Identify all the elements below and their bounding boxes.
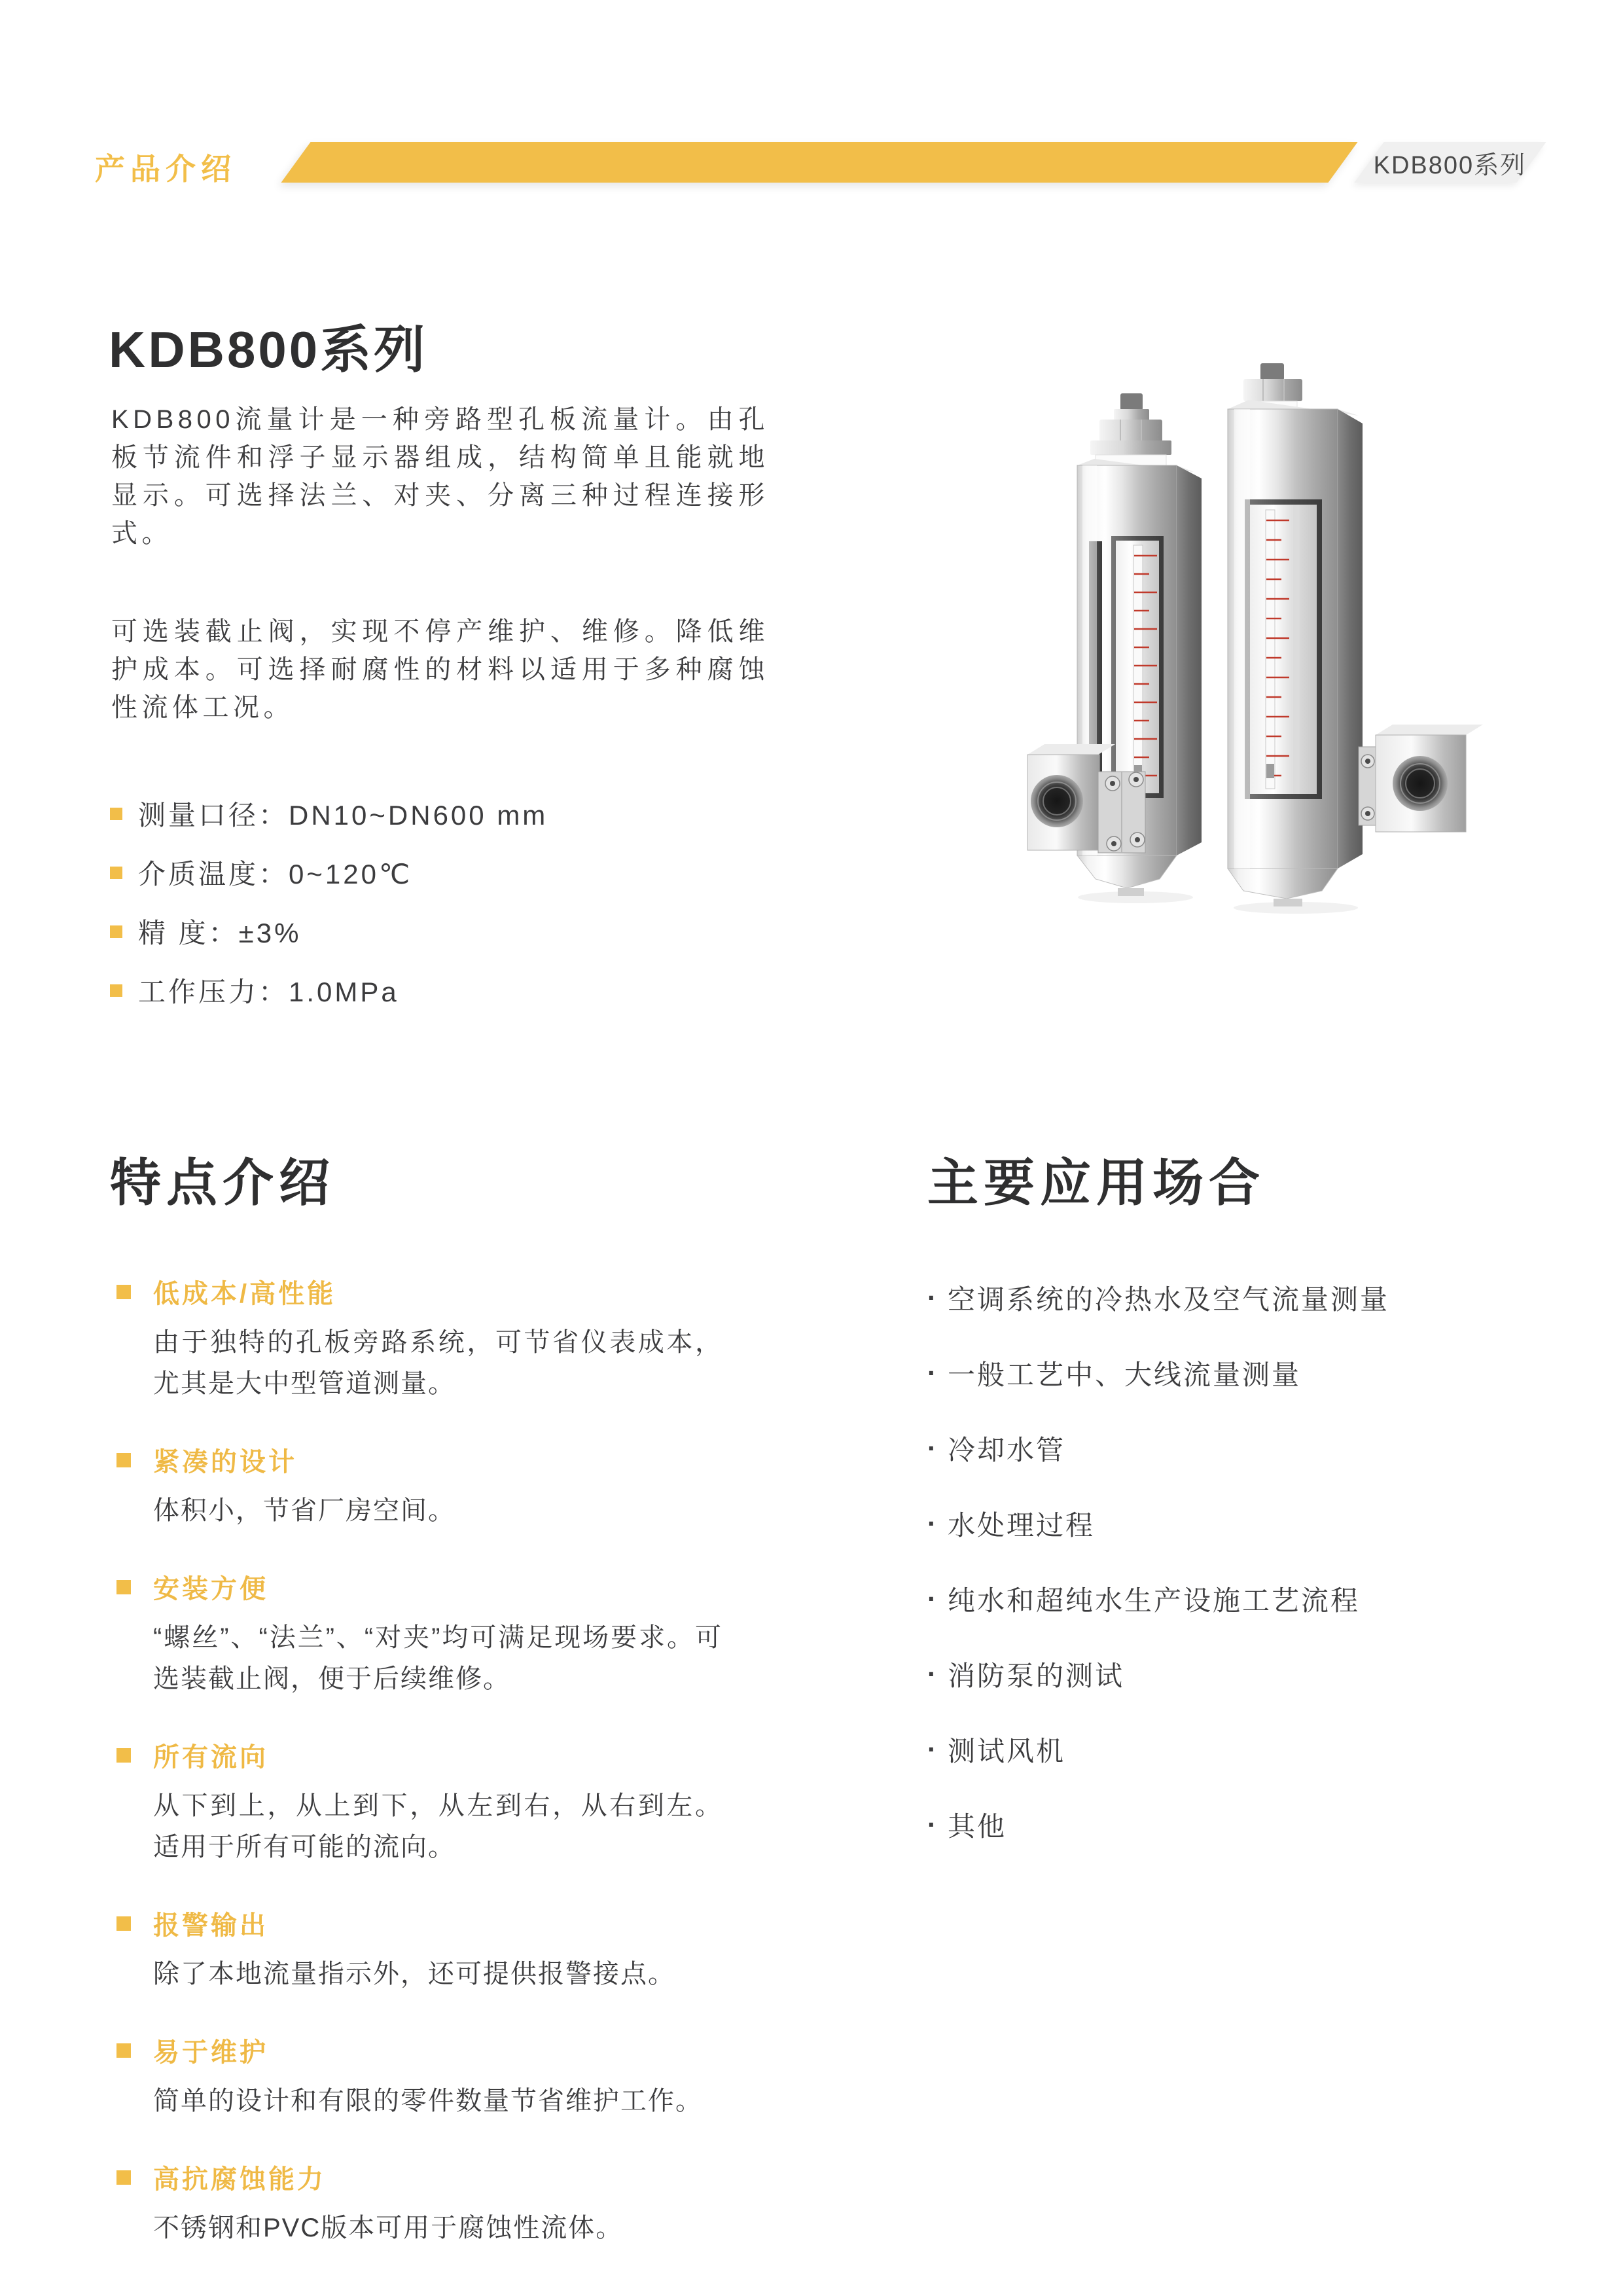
intro-paragraph: 可选装截止阀，实现不停产维护、维修。降低维护成本。可选择耐腐性的材料以适用于多种腐蚀性流体工况。 — [111, 617, 769, 722]
spec-text: 精 度：±3% — [138, 918, 302, 948]
square-bullet-icon — [116, 1453, 131, 1467]
feature-heading-row — [110, 1736, 764, 1774]
feature-heading: 低成本/高性能 — [153, 1280, 336, 1308]
feature-heading: 报警输出 — [153, 1911, 268, 1940]
list-item — [927, 1805, 1582, 1844]
feature-item — [110, 1905, 764, 1995]
feature-body: 除了本地流量指示外，还可提供报警接点。 — [153, 1960, 675, 1988]
application-text: 其他 — [948, 1811, 1007, 1842]
product-photo-flow-meters — [910, 331, 1538, 920]
dot-bullet-icon: · — [927, 1583, 938, 1614]
application-text: 消防泵的测试 — [948, 1660, 1125, 1691]
application-text: 冷却水管 — [948, 1435, 1066, 1465]
dot-bullet-icon: · — [927, 1433, 938, 1463]
feature-heading-row — [110, 2159, 764, 2196]
spec-text: 测量口径：DN10~DN600 mm — [138, 800, 548, 831]
spec-item — [110, 843, 548, 902]
spec-text: 工作压力：1.0MPa — [138, 977, 399, 1007]
list-item — [927, 1278, 1582, 1318]
feature-item — [110, 2159, 764, 2249]
feature-heading-row — [110, 2032, 764, 2069]
feature-body: 不锈钢和PVC版本可用于腐蚀性流体。 — [153, 2214, 624, 2242]
square-bullet-icon — [116, 1580, 131, 1594]
feature-item — [110, 2032, 764, 2122]
spec-list — [110, 784, 548, 1020]
dot-bullet-icon: · — [927, 1508, 938, 1539]
application-text: 一般工艺中、大线流量测量 — [948, 1359, 1302, 1390]
feature-body: 体积小，节省厂房空间。 — [153, 1496, 455, 1525]
square-bullet-icon — [116, 2043, 131, 2058]
features-section — [110, 1142, 764, 2286]
applications-title: 主要应用场合 — [927, 1154, 1266, 1211]
list-item — [927, 1655, 1582, 1694]
square-bullet-icon — [116, 1748, 131, 1763]
square-bullet-icon — [116, 1285, 131, 1299]
dot-bullet-icon: · — [927, 1659, 938, 1689]
intro-paragraph: KDB800流量计是一种旁路型孔板流量计。由孔板节流件和浮子显示器组成，结构简单且能就地显示。可选择法兰、对夹、分离三种过程连接形式。 — [111, 405, 769, 548]
feature-heading-row — [110, 1905, 764, 1942]
feature-item — [110, 1273, 764, 1405]
feature-heading: 易于维护 — [153, 2038, 268, 2067]
square-bullet-icon — [110, 984, 122, 997]
feature-body: 简单的设计和有限的零件数量节省维护工作。 — [153, 2087, 703, 2115]
dot-bullet-icon: · — [927, 1809, 938, 1840]
dot-bullet-icon: · — [927, 1282, 938, 1313]
spec-item — [110, 784, 548, 843]
header-banner-bar — [281, 142, 1357, 183]
spec-text: 介质温度：0~120℃ — [138, 859, 413, 889]
feature-heading-row — [110, 1273, 764, 1310]
feature-item — [110, 1441, 764, 1532]
list-item — [927, 1504, 1582, 1543]
feature-body: 从下到上，从上到下，从左到右，从右到左。适用于所有可能的流向。 — [153, 1791, 722, 1861]
section-label: 产品介绍 — [95, 152, 236, 186]
feature-heading-row — [110, 1568, 764, 1605]
feature-heading: 安装方便 — [153, 1575, 268, 1604]
list-item — [927, 1354, 1582, 1393]
feature-heading: 高抗腐蚀能力 — [153, 2165, 326, 2194]
square-bullet-icon — [110, 808, 122, 820]
square-bullet-icon — [110, 867, 122, 879]
feature-item — [110, 1736, 764, 1868]
square-bullet-icon — [110, 925, 122, 938]
list-item — [927, 1429, 1582, 1468]
features-title: 特点介绍 — [110, 1154, 336, 1211]
application-text: 空调系统的冷热水及空气流量测量 — [948, 1284, 1390, 1315]
applications-section — [927, 1142, 1582, 1880]
series-badge — [1354, 142, 1546, 183]
application-text: 测试风机 — [948, 1736, 1066, 1767]
intro-paragraphs — [111, 401, 769, 726]
feature-item — [110, 1568, 764, 1700]
spec-item — [110, 961, 548, 1020]
dot-bullet-icon: · — [927, 1357, 938, 1388]
page-title: KDB800系列 — [109, 321, 428, 378]
feature-heading: 紧凑的设计 — [153, 1448, 297, 1477]
feature-body: “螺丝”、“法兰”、“对夹”均可满足现场要求。可选装截止阀，便于后续维修。 — [153, 1623, 722, 1693]
dot-bullet-icon: · — [927, 1734, 938, 1765]
spec-item — [110, 902, 548, 961]
feature-body: 由于独特的孔板旁路系统，可节省仪表成本，尤其是大中型管道测量。 — [153, 1328, 722, 1398]
feature-heading: 所有流向 — [153, 1743, 268, 1772]
square-bullet-icon — [116, 1916, 131, 1931]
list-item — [927, 1579, 1582, 1619]
application-text: 水处理过程 — [948, 1510, 1096, 1541]
list-item — [927, 1730, 1582, 1769]
series-badge-label: KDB800系列 — [1374, 151, 1527, 179]
square-bullet-icon — [116, 2170, 131, 2185]
feature-heading-row — [110, 1441, 764, 1479]
application-text: 纯水和超纯水生产设施工艺流程 — [948, 1585, 1361, 1616]
